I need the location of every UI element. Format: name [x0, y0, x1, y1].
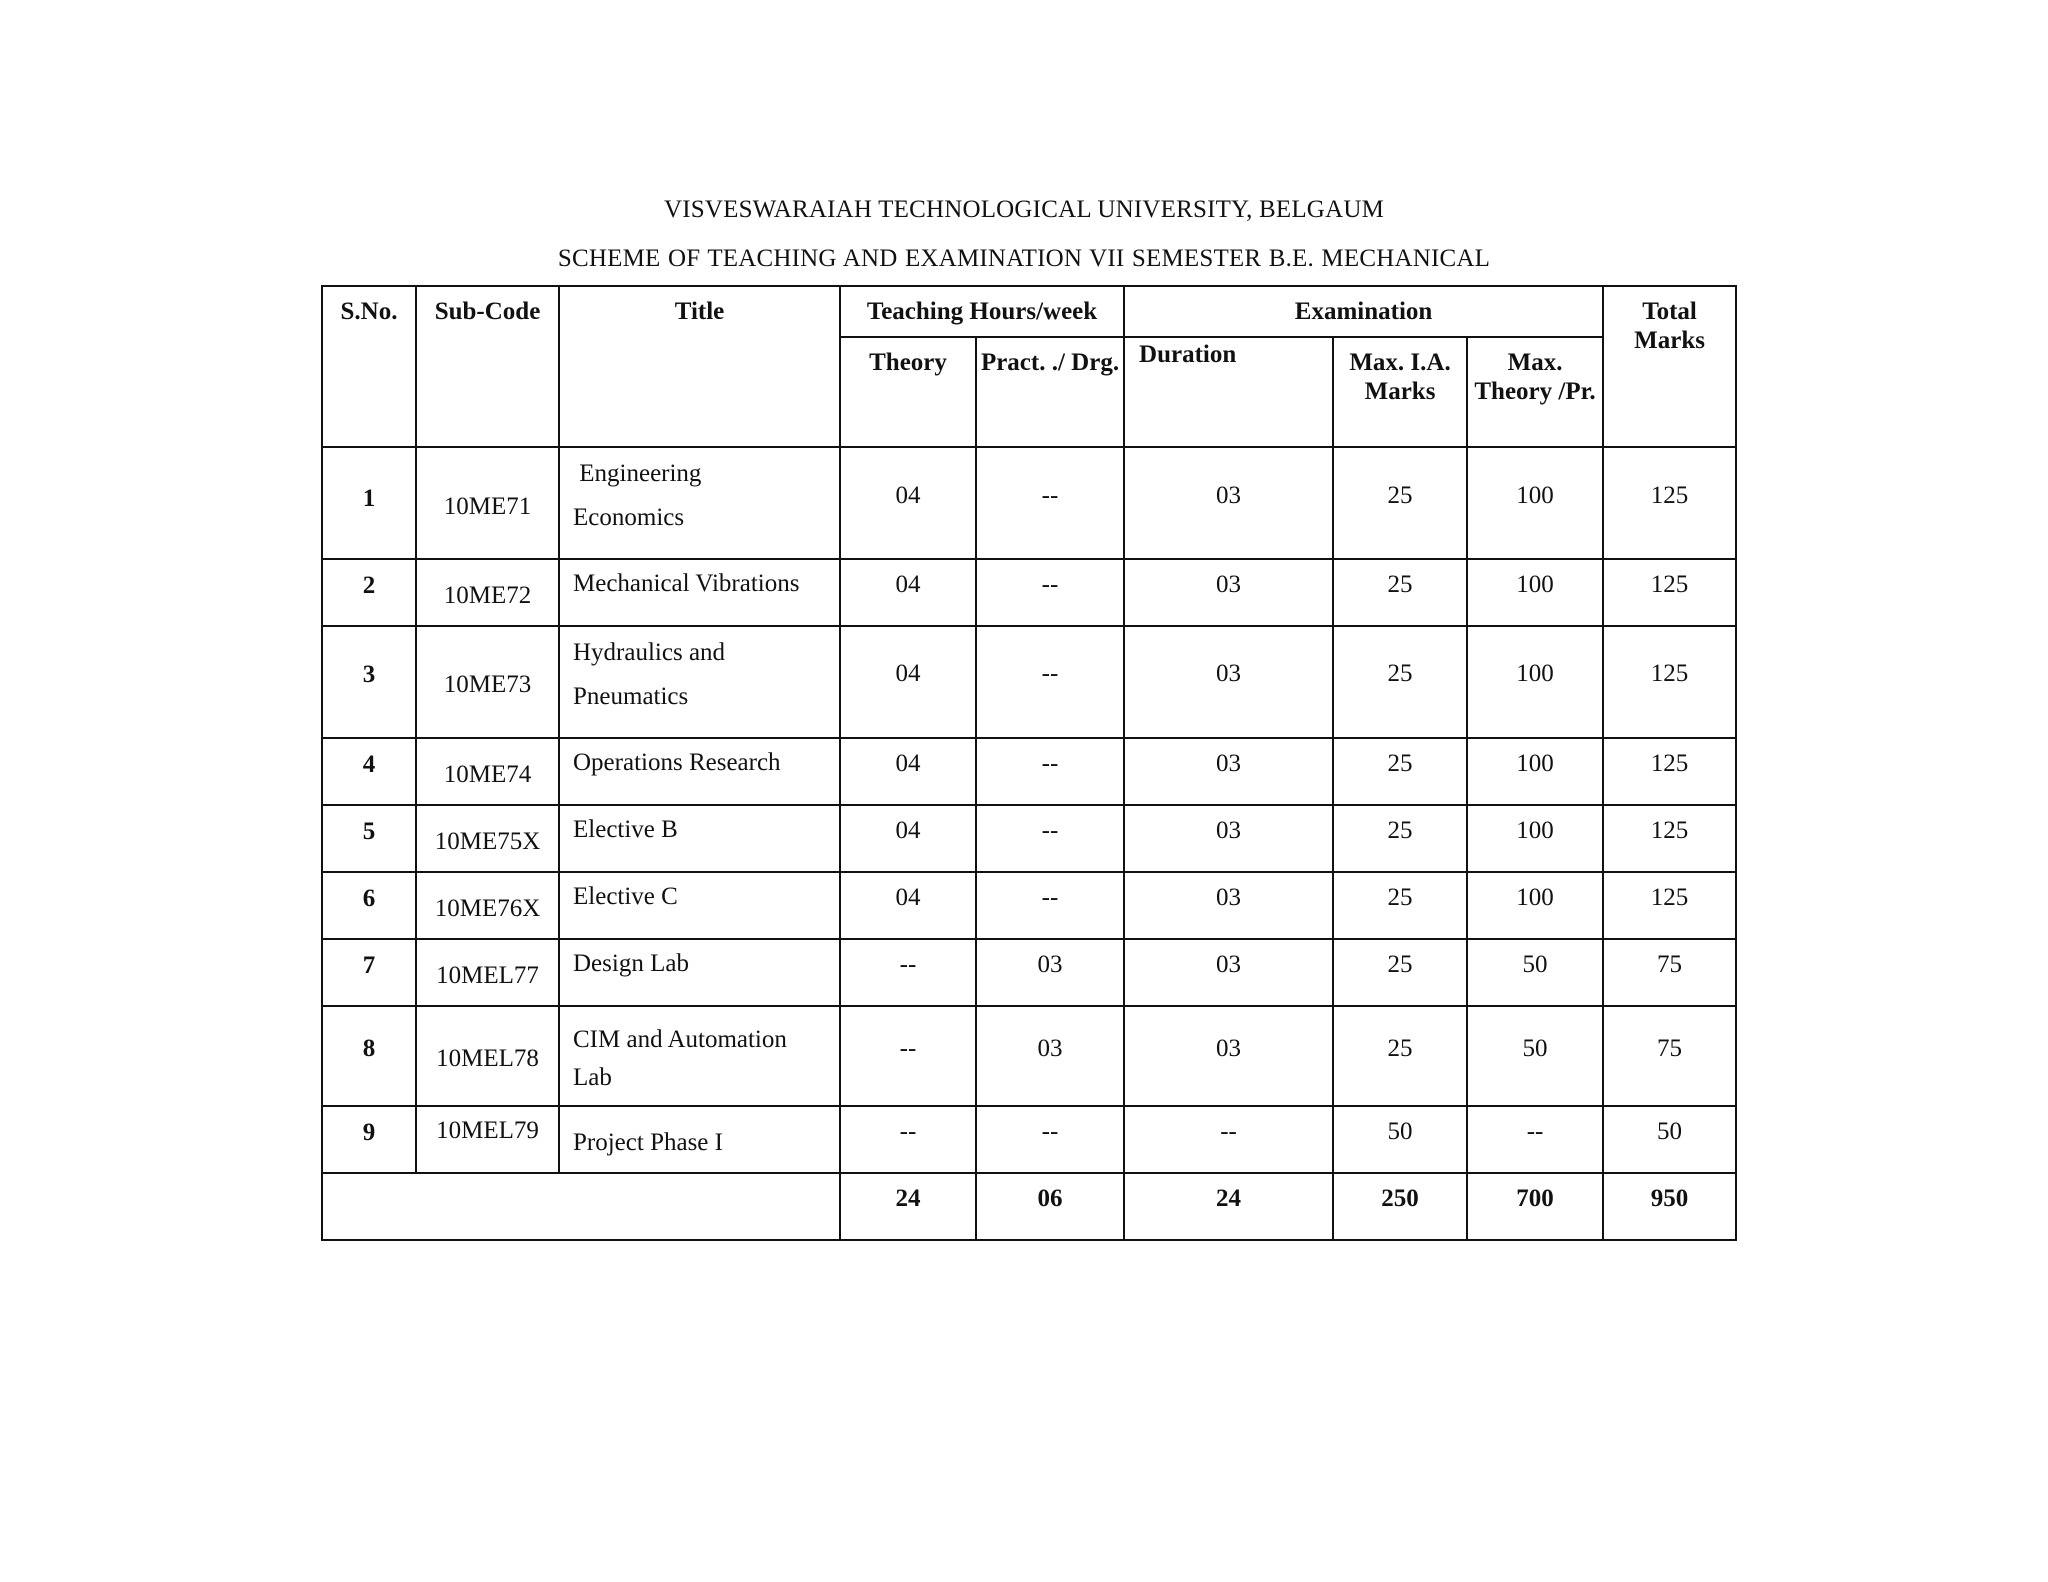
cell-max-theory: 100 — [1467, 447, 1603, 559]
header-total-line1: Total — [1642, 298, 1697, 325]
header-examination: Examination — [1124, 286, 1603, 337]
cell-max-theory: -- — [1467, 1106, 1603, 1173]
cell-theory: 04 — [840, 626, 976, 738]
header-duration: Duration — [1124, 337, 1333, 447]
cell-total: 125 — [1603, 738, 1736, 805]
cell-max-theory: 100 — [1467, 805, 1603, 872]
cell-duration: 03 — [1124, 1006, 1333, 1106]
cell-code: 10MEL77 — [416, 939, 559, 1006]
cell-total: 75 — [1603, 939, 1736, 1006]
cell-max-theory: 100 — [1467, 872, 1603, 939]
cell-total: 125 — [1603, 559, 1736, 626]
header-total-line2: Marks — [1634, 327, 1705, 354]
cell-title — [559, 872, 840, 939]
header-title: Title — [559, 286, 840, 447]
header-maxth-line2: Theory — [1474, 378, 1553, 405]
cell-title-line2: Economics — [573, 504, 685, 531]
cell-max-theory: 100 — [1467, 738, 1603, 805]
cell-theory: -- — [840, 1106, 976, 1173]
cell-ia-marks: 25 — [1333, 559, 1467, 626]
cell-title — [559, 738, 840, 805]
cell-total: 125 — [1603, 447, 1736, 559]
cell-duration: 03 — [1124, 939, 1333, 1006]
cell-sno: 1 — [322, 447, 416, 559]
cell-practical: -- — [976, 738, 1124, 805]
cell-duration: 03 — [1124, 626, 1333, 738]
total-marks: 950 — [1603, 1173, 1736, 1240]
cell-sno: 2 — [322, 559, 416, 626]
header-subcode: Sub-Code — [416, 286, 559, 447]
cell-duration: 03 — [1124, 447, 1333, 559]
header-maxia-line2: I.A. — [1410, 349, 1451, 376]
cell-ia-marks: 25 — [1333, 1006, 1467, 1106]
total-practical: 06 — [976, 1173, 1124, 1240]
total-duration: 24 — [1124, 1173, 1333, 1240]
cell-theory: 04 — [840, 805, 976, 872]
total-max-theory: 700 — [1467, 1173, 1603, 1240]
cell-duration: 03 — [1124, 559, 1333, 626]
cell-ia-marks: 25 — [1333, 872, 1467, 939]
header-maxth-line3: /Pr. — [1558, 378, 1596, 405]
header-practical — [976, 337, 1124, 447]
cell-total: 50 — [1603, 1106, 1736, 1173]
cell-code: 10ME75X — [416, 805, 559, 872]
cell-duration: -- — [1124, 1106, 1333, 1173]
cell-practical: -- — [976, 805, 1124, 872]
cell-title — [559, 626, 840, 738]
cell-theory: 04 — [840, 559, 976, 626]
scheme-title: SCHEME OF TEACHING AND EXAMINATION VII SEMESTER B.E. MECHANICAL — [557, 245, 1491, 272]
cell-title-line1: Project Phase I — [573, 1129, 723, 1156]
cell-code: 10ME74 — [416, 738, 559, 805]
header-max-theory — [1467, 337, 1603, 447]
table-row — [322, 559, 1736, 626]
header-total-marks — [1603, 286, 1736, 447]
cell-ia-marks: 25 — [1333, 447, 1467, 559]
cell-title — [559, 1006, 840, 1106]
cell-title — [559, 1106, 840, 1173]
cell-theory: -- — [840, 1006, 976, 1106]
cell-duration: 03 — [1124, 805, 1333, 872]
cell-title-line1: Hydraulics and — [573, 639, 726, 666]
cell-practical: 03 — [976, 1006, 1124, 1106]
cell-theory: 04 — [840, 447, 976, 559]
cell-sno: 7 — [322, 939, 416, 1006]
cell-total: 75 — [1603, 1006, 1736, 1106]
cell-title-line1: Elective C — [573, 883, 678, 910]
cell-sno: 5 — [322, 805, 416, 872]
cell-code: 10ME73 — [416, 626, 559, 738]
cell-title-line1: CIM and Automation — [573, 1026, 787, 1053]
cell-duration: 03 — [1124, 872, 1333, 939]
cell-ia-marks: 25 — [1333, 939, 1467, 1006]
cell-ia-marks: 25 — [1333, 738, 1467, 805]
header-pract-line2: Drg. — [1071, 349, 1120, 376]
table-row — [322, 447, 1736, 559]
cell-sno: 8 — [322, 1006, 416, 1106]
table-row — [322, 805, 1736, 872]
cell-practical: -- — [976, 872, 1124, 939]
cell-theory: -- — [840, 939, 976, 1006]
header-sno: S.No. — [322, 286, 416, 447]
cell-max-theory: 100 — [1467, 626, 1603, 738]
total-theory: 24 — [840, 1173, 976, 1240]
cell-ia-marks: 50 — [1333, 1106, 1467, 1173]
header-maxia-line1: Max. — [1349, 349, 1405, 376]
cell-practical: -- — [976, 559, 1124, 626]
header-teaching-hours: Teaching Hours/week — [840, 286, 1124, 337]
header-maxia-line3: Marks — [1364, 378, 1436, 405]
cell-title-line2: Pneumatics — [573, 683, 689, 710]
header-theory: Theory — [840, 337, 976, 447]
cell-total: 125 — [1603, 872, 1736, 939]
totals-row — [322, 1173, 1736, 1240]
cell-title-line1: Mechanical Vibrations — [573, 570, 800, 597]
scheme-table — [321, 285, 1737, 1241]
table-row — [322, 1006, 1736, 1106]
cell-code: 10MEL78 — [416, 1006, 559, 1106]
totals-label-cell — [322, 1173, 840, 1240]
total-ia-marks: 250 — [1333, 1173, 1467, 1240]
cell-title-line1: Elective B — [573, 816, 678, 843]
table-row — [322, 872, 1736, 939]
cell-code: 10ME72 — [416, 559, 559, 626]
cell-total: 125 — [1603, 626, 1736, 738]
table-row — [322, 738, 1736, 805]
header-maxth-line1: Max. — [1507, 349, 1563, 376]
cell-title-line1: Design Lab — [573, 950, 689, 977]
cell-code: 10ME71 — [416, 447, 559, 559]
cell-max-theory: 50 — [1467, 939, 1603, 1006]
cell-theory: 04 — [840, 872, 976, 939]
cell-ia-marks: 25 — [1333, 805, 1467, 872]
cell-title-line1: Engineering — [573, 460, 702, 487]
header-pract-line1: Pract. ./ — [980, 349, 1065, 376]
university-title: VISVESWARAIAH TECHNOLOGICAL UNIVERSITY, BELGAUM — [663, 196, 1385, 223]
table-row — [322, 1106, 1736, 1173]
cell-title — [559, 805, 840, 872]
cell-practical: -- — [976, 1106, 1124, 1173]
header-max-ia-marks — [1333, 337, 1467, 447]
cell-max-theory: 100 — [1467, 559, 1603, 626]
cell-title — [559, 447, 840, 559]
cell-title-line2: Lab — [573, 1064, 612, 1091]
cell-title-line1: Operations Research — [573, 749, 781, 776]
cell-max-theory: 50 — [1467, 1006, 1603, 1106]
cell-sno: 9 — [322, 1106, 416, 1173]
cell-practical: 03 — [976, 939, 1124, 1006]
cell-ia-marks: 25 — [1333, 626, 1467, 738]
table-row — [322, 939, 1736, 1006]
cell-title — [559, 559, 840, 626]
cell-code: 10ME76X — [416, 872, 559, 939]
cell-sno: 3 — [322, 626, 416, 738]
cell-title — [559, 939, 840, 1006]
cell-theory: 04 — [840, 738, 976, 805]
cell-total: 125 — [1603, 805, 1736, 872]
table-row — [322, 626, 1736, 738]
cell-practical: -- — [976, 447, 1124, 559]
cell-duration: 03 — [1124, 738, 1333, 805]
cell-code: 10MEL79 — [416, 1106, 559, 1173]
cell-practical: -- — [976, 626, 1124, 738]
cell-sno: 4 — [322, 738, 416, 805]
cell-sno: 6 — [322, 872, 416, 939]
